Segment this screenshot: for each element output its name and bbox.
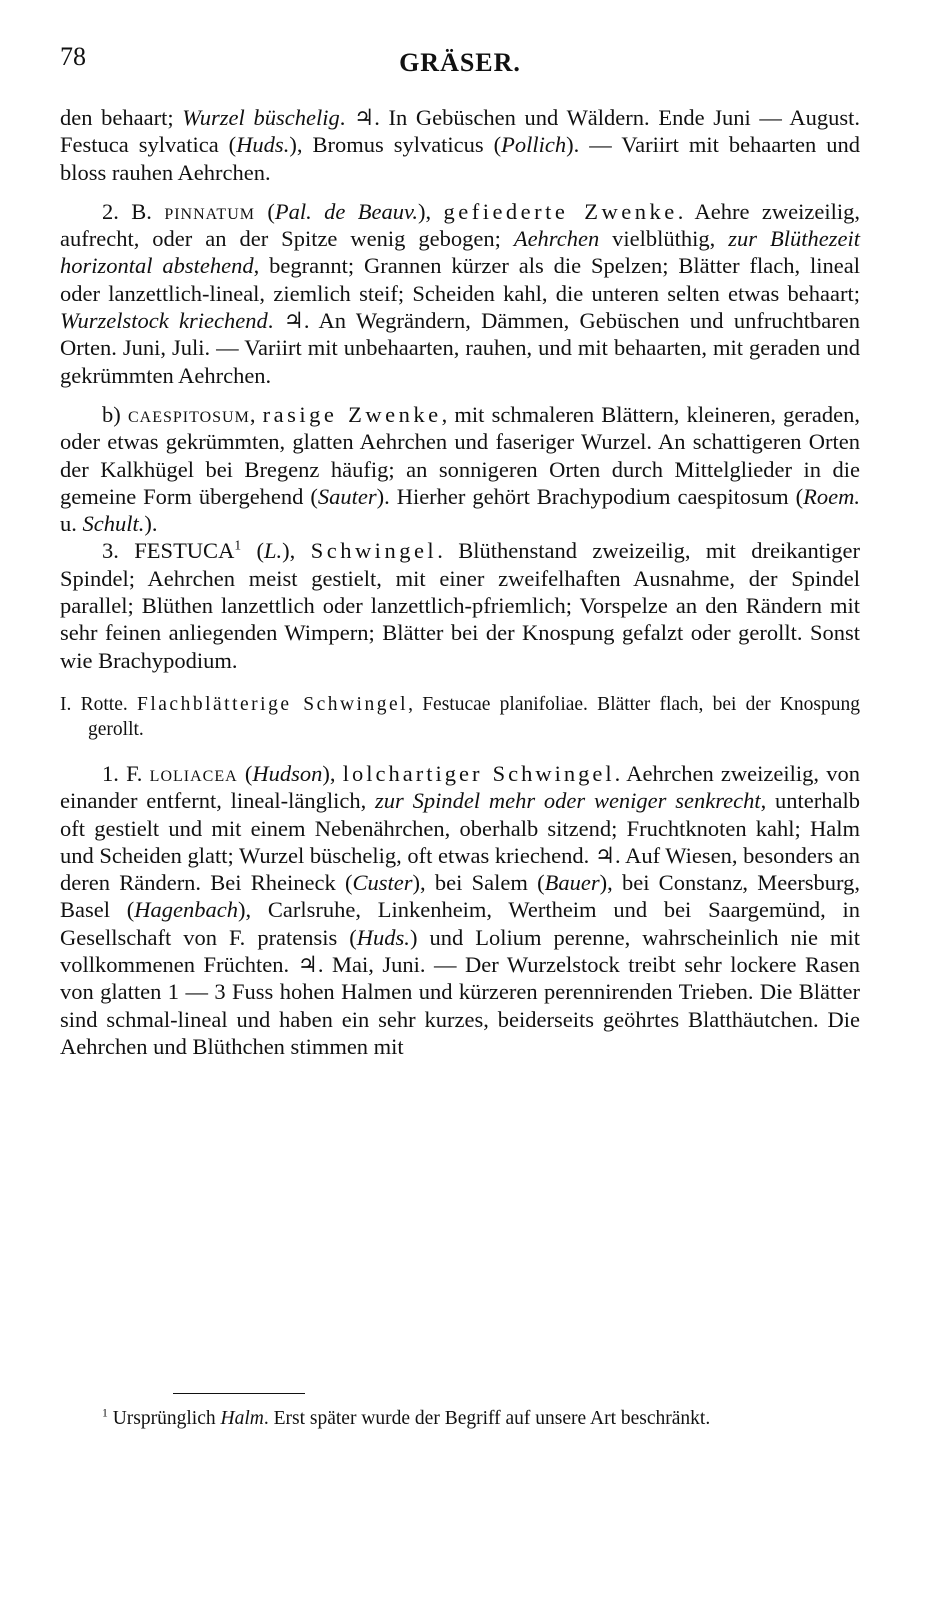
text-run: ), bei Salem ( (412, 870, 545, 896)
author-abbreviation: Pal. de Beauv. (274, 198, 418, 224)
section-heading-rotte (60, 692, 860, 742)
text-run: . Blüthenstand zweizeilig, mit dreikantiger Spindel; Aehrchen meist gestielt, mit einer zweifelhaften Ausnahme, der Spindel parallel; Blüthen lanzettlich oder lanzettlich-pfriemlich; Vorspelze an den Rändern mit sehr feinen anliegenden Wimpern; Blätter bei der Knospung gefalzt oder gerollt. Sonst wie Brachypodium. (60, 538, 860, 673)
running-head: GRÄSER. (399, 48, 521, 77)
author-abbreviation: Roem. (803, 483, 860, 509)
text-run: ). — Variirt mit behaarten und bloss rauhen Aehrchen. (60, 132, 861, 185)
author-abbreviation: Sauter (317, 483, 377, 509)
entry-brachypodium-pinnatum (60, 198, 860, 389)
variety-name: caespitosum (127, 401, 250, 427)
italic-run: zur Spindel mehr oder weniger senkrecht (375, 788, 761, 814)
text-run: ), bei Constanz, Meersburg, Basel ( (60, 870, 860, 923)
species-name: loliacea (149, 760, 238, 786)
entry-festuca-loliacea (60, 760, 860, 1060)
footnote-marker: 1 (234, 537, 242, 553)
text-run: ( (241, 538, 264, 564)
text-run: ), Carlsruhe, Linkenheim, Wertheim und bei Saargemünd, in Gesellschaft von F. pratensis ( (60, 897, 861, 950)
entry-genus-festuca (60, 537, 860, 673)
author-abbreviation: Hudson (252, 760, 323, 786)
text-run: . Aehrchen zweizeilig, von einander entfernt, lineal-länglich, (60, 760, 860, 814)
text-run: Ursprünglich (107, 1408, 221, 1429)
entry-number: 3. (102, 538, 135, 564)
common-name: gefiederte Zwenke (443, 198, 678, 224)
text-run: ), (322, 760, 343, 786)
section-title: Flachblätterige Schwingel (137, 693, 409, 715)
author-abbreviation: Huds. (236, 132, 290, 158)
entry-variety-caespitosum (60, 401, 860, 537)
author-abbreviation: Hagenbach (134, 897, 238, 923)
author-abbreviation: Bauer (544, 870, 600, 896)
author-abbreviation: Schult. (82, 511, 145, 537)
text-run: u. (60, 511, 83, 537)
author-abbreviation: Huds. (356, 924, 410, 950)
text-run: , Festucae planifoliae. Blätter flach, bei der Knospung gerollt. (88, 693, 861, 740)
species-name: pinnatum (164, 198, 255, 224)
footnote-marker: 1 (102, 1406, 108, 1420)
text-run: . ♃. An Wegrändern, Dämmen, Gebüschen und unfruchtbaren Orten. Juni, Juli. — Variirt mit unbehaarten, rauhen, und mit behaarten, mit geraden und gekrümmten Aehrchen. (60, 308, 861, 388)
paragraph-continued (60, 104, 860, 186)
text-run: ), Bromus sylvaticus ( (289, 132, 502, 158)
page-header (60, 42, 860, 82)
author-abbreviation: L. (264, 538, 283, 564)
text-run: . ♃. In Gebüschen und Wäldern. Ende Juni — August. Festuca sylvatica ( (60, 105, 860, 158)
italic-run: Wurzelstock kriechend (60, 308, 268, 334)
italic-run: Aehrchen (513, 226, 600, 252)
italic-run: Halm (220, 1408, 264, 1429)
italic-run: zur Blüthezeit horizontal abstehend (60, 226, 860, 279)
text-run: , unterhalb oft gestielt und mit einem Nebenährchen, oberhalb sitzend; Fruchtknoten kahl; Halm und Scheiden glatt; Wurzel büschelig, oft etwas kriechend. ♃. Auf Wiesen, besonders an deren Rändern. Bei Rheineck ( (60, 788, 860, 896)
genus-name: FESTUCA (134, 538, 235, 564)
footnote-divider (173, 1393, 305, 1394)
common-name: lolchartiger Schwingel (342, 760, 615, 786)
page-number: 78 (60, 42, 86, 71)
author-abbreviation: Custer (352, 870, 413, 896)
footnote (60, 1406, 860, 1431)
text-run: ). (144, 511, 158, 537)
italic-run: Wurzel büschelig (182, 105, 340, 130)
text-run: ) und Lolium perenne, wahrscheinlich nie mit vollkommenen Früchten. ♃. Mai, Juni. — Der Wurzelstock treibt sehr lockere Rasen von glatten 1 — 3 Fuss hohen Halmen und kürzeren perennirenden Trieben. Die Blätter sind schmal-lineal und haben ein sehr kurzes, beiderseits geöhrtes Blatthäutchen. Die Aehrchen und Blüthchen stimmen mit (60, 924, 860, 1059)
text-run: , mit schmaleren Blättern, kleineren, geraden, oder etwas gekrümmten, glatten Aehrchen und faseriger Wurzel. An schattigeren Orten der Kalkhügel bei Bregenz häufig; an sonnigeren Orten durch Mittelglieder in die gemeine Form übergehend ( (60, 401, 860, 509)
text-run: ), (417, 198, 444, 224)
page-body (60, 104, 860, 1060)
text-run: vielblüthig, (599, 226, 729, 252)
text-run: ), (282, 538, 311, 564)
common-name: rasige Zwenke (262, 401, 442, 427)
text-run: . Erst später wurde der Begriff auf unsere Art beschränkt. (263, 1408, 711, 1429)
entry-number: 2. B. (102, 198, 165, 224)
text-run: , (249, 401, 263, 427)
common-name: Schwingel (310, 538, 438, 564)
text-run: , begrannt; Grannen kürzer als die Spelzen; Blätter flach, lineal oder lanzettlich-lineal, ziemlich steif; Scheiden kahl, die unteren selten etwas behaart; (60, 253, 860, 306)
text-run: den behaart; (60, 105, 183, 130)
text-run: I. Rotte. (60, 693, 138, 715)
author-abbreviation: Pollich (501, 132, 567, 158)
entry-number: b) (102, 401, 128, 427)
text-run: ( (254, 198, 275, 224)
text-run: . Aehre zweizeilig, aufrecht, oder an der Spitze wenig gebogen; (60, 198, 860, 252)
entry-number: 1. F. (102, 760, 150, 786)
text-run: ( (237, 760, 253, 786)
text-run: ). Hierher gehört Brachypodium caespitosum ( (376, 483, 804, 509)
